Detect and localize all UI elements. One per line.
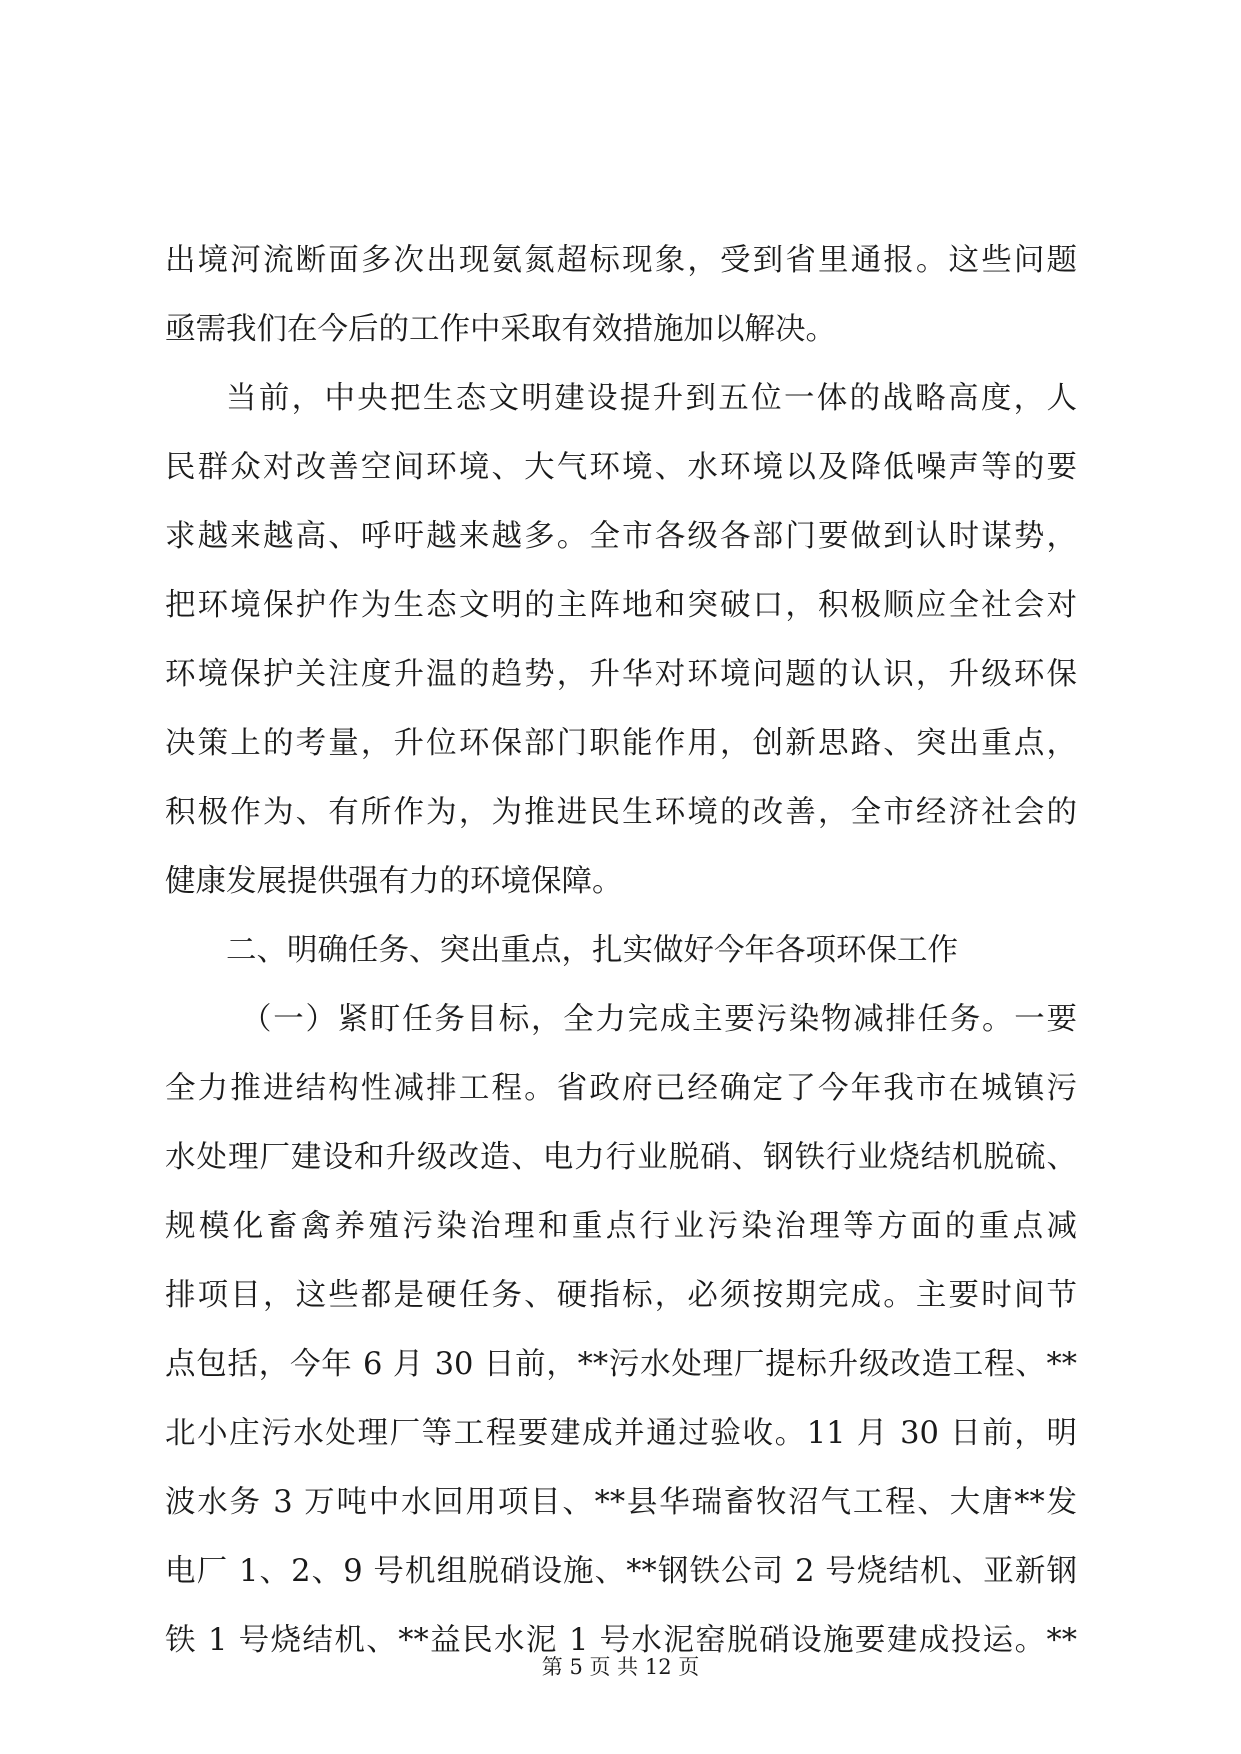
document-body <box>165 226 1077 1675</box>
text-line: 积极作为、有所作为，为推进民生环境的改善，全市经济社会的 <box>165 795 1077 830</box>
text-line: 排项目，这些都是硬任务、硬指标，必须按期完成。主要时间节 <box>165 1278 1077 1313</box>
text-line: 铁 1 号烧结机、**益民水泥 1 号水泥窑脱硝设施要建成投运。** <box>165 1623 1077 1658</box>
text-line: 亟需我们在今后的工作中采取有效措施加以解决。 <box>165 312 836 347</box>
text-line: 波水务 3 万吨中水回用项目、**县华瑞畜牧沼气工程、大唐**发 <box>165 1485 1077 1520</box>
text-line: 电厂 1、2、9 号机组脱硝设施、**钢铁公司 2 号烧结机、亚新钢 <box>165 1554 1077 1589</box>
text-line: 北小庄污水处理厂等工程要建成并通过验收。11 月 30 日前，明 <box>165 1416 1077 1451</box>
text-line: 求越来越高、呼吁越来越多。全市各级各部门要做到认时谋势， <box>165 519 1077 554</box>
section-heading: 二、明确任务、突出重点，扎实做好今年各项环保工作 <box>226 933 958 968</box>
text-line: 全力推进结构性减排工程。省政府已经确定了今年我市在城镇污 <box>165 1071 1077 1106</box>
text-line: 民群众对改善空间环境、大气环境、水环境以及降低噪声等的要 <box>165 450 1077 485</box>
text-line: 水处理厂建设和升级改造、电力行业脱硝、钢铁行业烧结机脱硫、 <box>165 1140 1077 1175</box>
text-line: 健康发展提供强有力的环境保障。 <box>165 864 623 899</box>
text-line: 规模化畜禽养殖污染治理和重点行业污染治理等方面的重点减 <box>165 1209 1077 1244</box>
text-line: 点包括，今年 6 月 30 日前，**污水处理厂提标升级改造工程、** <box>165 1347 1077 1382</box>
page-footer: 第 5 页 共 12 页 <box>541 1655 700 1679</box>
text-line: 出境河流断面多次出现氨氮超标现象，受到省里通报。这些问题 <box>165 243 1077 278</box>
text-line: 环境保护关注度升温的趋势，升华对环境问题的认识，升级环保 <box>165 657 1077 692</box>
text-line: 把环境保护作为生态文明的主阵地和突破口，积极顺应全社会对 <box>165 588 1077 623</box>
paragraph-start-line: 当前，中央把生态文明建设提升到五位一体的战略高度，人 <box>226 381 1077 416</box>
subsection-start-line: （一）紧盯任务目标，全力完成主要污染物减排任务。一要 <box>241 1002 1077 1037</box>
text-line: 决策上的考量，升位环保部门职能作用，创新思路、突出重点， <box>165 726 1077 761</box>
